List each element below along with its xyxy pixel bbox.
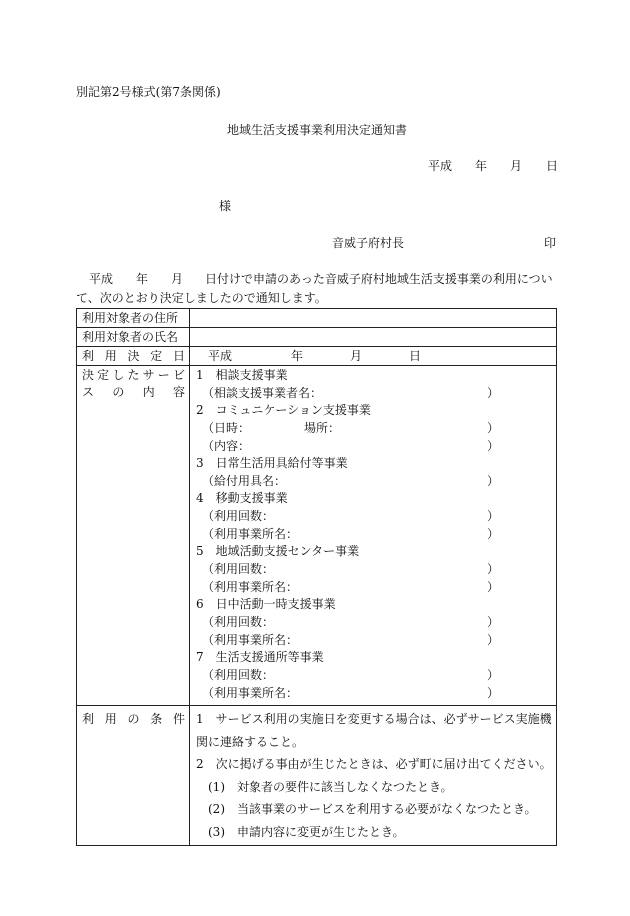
services-value-cell [190, 366, 557, 706]
decision-date-era: 平成 [208, 349, 233, 363]
form-number: 別記第2号様式(第7条関係) [76, 85, 221, 99]
label-char: の [127, 712, 140, 727]
conditions-label-cell [77, 706, 190, 846]
service-detail-line [196, 614, 556, 632]
service-heading [196, 402, 556, 420]
service-detail-line [196, 579, 556, 597]
service-detail-line [196, 685, 556, 703]
service-detail-line [196, 526, 556, 544]
label-char: 用 [104, 712, 117, 727]
issuer-name: 音威子府村長 [332, 236, 405, 250]
label-char: 用 [104, 349, 117, 363]
label-char: 利 [82, 712, 95, 727]
close-paren: ） [487, 667, 500, 682]
close-paren: ） [487, 509, 500, 524]
address-label-cell [77, 309, 190, 328]
issue-date-month: 月 [510, 159, 523, 173]
service-detail-line [196, 438, 556, 456]
decision-date-day: 日 [409, 349, 422, 363]
close-paren: ） [487, 438, 500, 453]
label-char: 決 [127, 349, 140, 363]
label-char: た [127, 368, 140, 382]
service-text: （利用事業所名： [196, 579, 299, 594]
label-char: の [112, 385, 125, 399]
service-text: （相談支援事業者名： [196, 385, 323, 400]
conditions-row [77, 706, 557, 846]
close-paren: ） [487, 685, 500, 700]
service-text: （利用回数： [196, 562, 275, 577]
service-detail-line [196, 385, 556, 403]
service-heading [196, 490, 556, 508]
label-char: 容 [172, 385, 185, 399]
recipient-suffix: 様 [219, 199, 232, 213]
close-paren: ） [487, 420, 500, 435]
address-row [77, 309, 557, 328]
service-detail-line [196, 508, 556, 526]
service-text: 1 相談支援事業 [196, 368, 288, 382]
close-paren: ） [487, 614, 500, 629]
condition-line: (3) 申請内容に変更が生じたとき。 [196, 824, 405, 839]
condition-line: 1 サービス利用の実施日を変更する場合は、必ずサービス実施機 [196, 712, 552, 727]
service-text: 4 移動支援事業 [196, 491, 288, 506]
decision-table [76, 308, 557, 846]
service-text: （利用事業所名： [196, 685, 299, 700]
service-detail-line [196, 632, 556, 650]
conditions-list [190, 706, 556, 845]
service-heading [196, 543, 556, 561]
body-era: 平成 [89, 272, 114, 286]
condition-line: (2) 当該事業のサービスを利用する必要がなくなつたとき。 [196, 802, 537, 817]
service-text: 7 生活支援通所等事業 [196, 650, 324, 665]
name-label: 利用対象者の氏名 [82, 330, 179, 344]
address-label: 利用対象者の住所 [82, 311, 179, 325]
close-paren: ） [487, 579, 500, 594]
service-text: 5 地域活動支援センター事業 [196, 544, 360, 559]
name-label-cell [77, 328, 190, 347]
services-label-cell [77, 366, 190, 706]
close-paren: ） [487, 526, 500, 541]
service-heading [196, 367, 556, 385]
body-line1-rest: 日付けで申請のあった音威子府村地域生活支援事業の利用につい [205, 272, 553, 286]
service-text: （利用回数： [196, 614, 275, 629]
body-month: 月 [171, 272, 184, 286]
label-char: 日 [172, 349, 185, 363]
document-title: 地域生活支援事業利用決定通知書 [227, 123, 408, 137]
service-text: （利用事業所名： [196, 526, 299, 541]
label-char: 定 [150, 349, 163, 363]
decision-date-label-cell [77, 347, 190, 366]
close-paren: ） [487, 632, 500, 647]
service-heading [196, 649, 556, 667]
service-detail-line [196, 473, 556, 491]
service-text: 2 コミュニケーション支援事業 [196, 403, 371, 418]
body-line2: て、次のとおり決定しましたので通知します。 [76, 291, 327, 305]
condition-line: 関に連絡すること。 [196, 734, 305, 749]
service-text: （日時： 場所： [196, 420, 341, 435]
close-paren: ） [487, 562, 500, 577]
decision-date-row [77, 347, 557, 366]
body-year: 年 [136, 272, 149, 286]
label-char: ー [157, 368, 170, 382]
service-text: （内容： [196, 438, 251, 453]
label-char: ス [82, 385, 95, 399]
service-detail-line [196, 561, 556, 579]
issue-date-era: 平成 [428, 159, 453, 173]
label-char: 件 [172, 712, 185, 727]
service-text: （利用事業所名： [196, 632, 299, 647]
name-value-cell [190, 328, 557, 347]
label-char: 決 [82, 368, 95, 382]
services-label-line2 [82, 384, 185, 401]
services-list [190, 366, 556, 705]
issue-date-year: 年 [475, 159, 488, 173]
service-text: 3 日常生活用具給付等事業 [196, 456, 348, 471]
label-char: し [112, 368, 125, 382]
seal-mark: 印 [544, 236, 557, 250]
decision-date-label [77, 347, 189, 365]
label-char: 内 [142, 385, 155, 399]
decision-date-month: 月 [350, 349, 363, 363]
name-row [77, 328, 557, 347]
service-detail-line [196, 667, 556, 685]
address-value-cell [190, 309, 557, 328]
condition-line: 2 次に掲げる事由が生じたときは、必ず町に届け出てください。 [196, 757, 552, 772]
service-heading [196, 455, 556, 473]
service-text: 6 日中活動一時支援事業 [196, 597, 336, 612]
service-detail-line [196, 420, 556, 438]
label-char: ビ [172, 368, 185, 382]
conditions-value-cell [190, 706, 557, 846]
service-heading [196, 596, 556, 614]
service-text: （利用回数： [196, 509, 275, 524]
label-char: 利 [82, 349, 95, 363]
condition-line: (1) 対象者の要件に該当しなくなつたとき。 [196, 779, 453, 794]
label-char: 定 [97, 368, 110, 382]
close-paren: ） [487, 385, 500, 400]
service-text: （利用回数： [196, 667, 275, 682]
service-text: （給付用具名： [196, 473, 287, 488]
label-char: 条 [150, 712, 163, 727]
decision-date-value-cell [190, 347, 557, 366]
conditions-label [77, 706, 189, 730]
label-char: サ [142, 368, 155, 382]
close-paren: ） [487, 473, 500, 488]
decision-date-year: 年 [291, 349, 304, 363]
services-row [77, 366, 557, 706]
services-label-line1 [82, 367, 185, 384]
issue-date-day: 日 [546, 159, 559, 173]
